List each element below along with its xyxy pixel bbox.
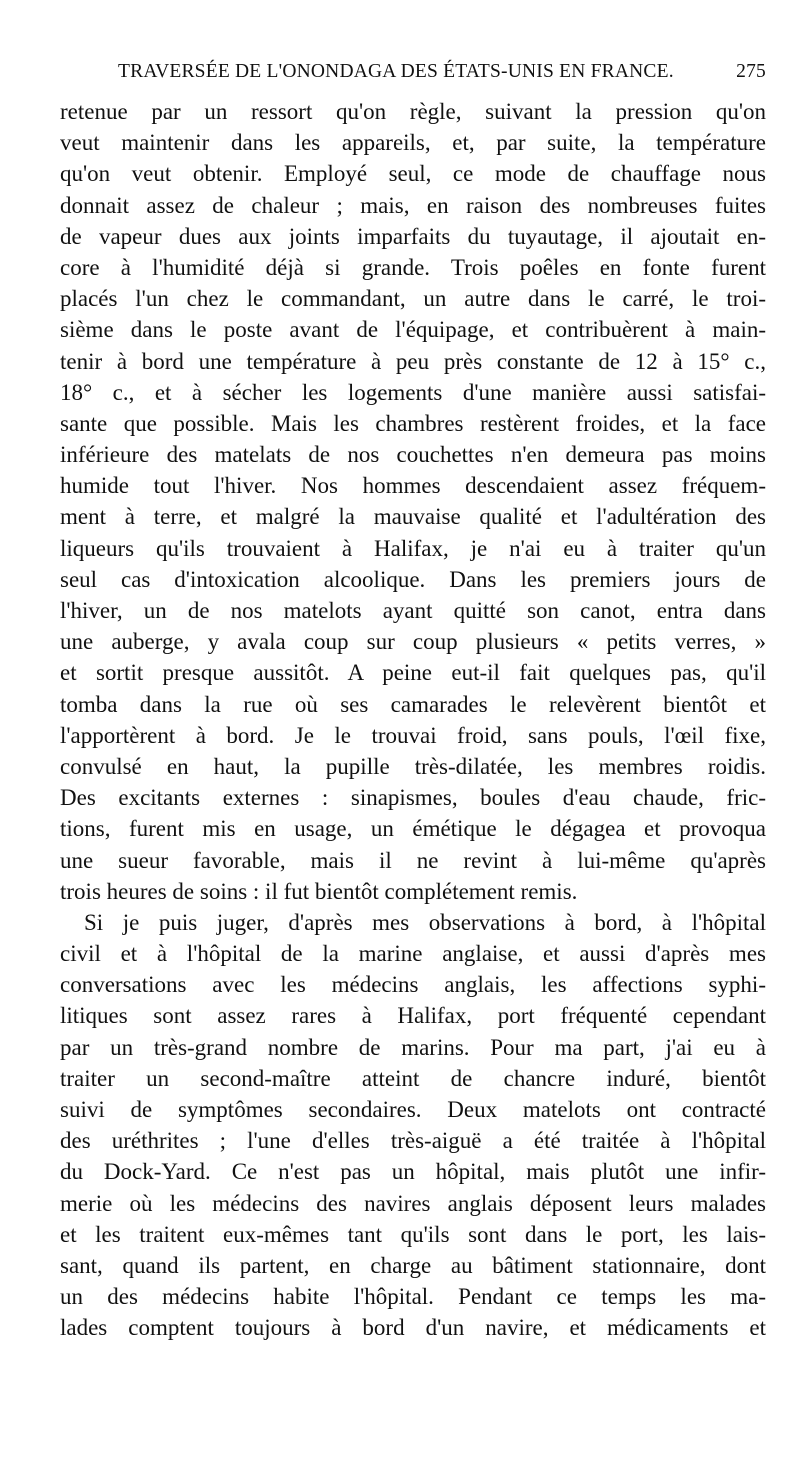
text-line: une sueur favorable, mais il ne revint à lui-même qu'après <box>60 847 766 873</box>
text-line: merie où les médecins des navires anglais déposent leurs malades <box>60 1190 766 1216</box>
text-line: humide tout l'hiver. Nos hommes descendaient assez fréquem- <box>60 473 766 499</box>
text-line: Des excitants externes : sinapismes, boules d'eau chaude, fric- <box>60 785 766 811</box>
text-line: l'apportèrent à bord. Je le trouvai froid, sans pouls, l'œil fixe, <box>60 722 766 748</box>
page-number: 275 <box>736 61 766 82</box>
text-line: suivi de symptômes secondaires. Deux matelots ont contracté <box>60 1097 766 1122</box>
text-line: veut maintenir dans les appareils, et, par suite, la température <box>60 130 766 156</box>
text-line: litiques sont assez rares à Halifax, port fréquenté cependant <box>60 1003 766 1029</box>
text-line: inférieure des matelats de nos couchettes n'en demeura pas moins <box>60 442 766 468</box>
text-line: ment à terre, et malgré la mauvaise qualité et l'adultération des <box>60 504 766 530</box>
text-line: tions, furent mis en usage, un émétique le dégagea et provoqua <box>60 816 766 842</box>
text-line: core à l'humidité déjà si grande. Trois poêles en fonte furent <box>60 254 766 280</box>
running-title: TRAVERSÉE DE L'ONONDAGA DES ÉTATS-UNIS EN FRANCE. <box>118 61 674 82</box>
text-line: sant, quand ils partent, en charge au bâtiment stationnaire, dont <box>60 1252 766 1278</box>
text-line: civil et à l'hôpital de la marine anglaise, et aussi d'après mes <box>60 941 766 967</box>
text-line: retenue par un ressort qu'on règle, suivant la pression qu'on <box>60 99 766 124</box>
text-line: un des médecins habite l'hôpital. Pendant ce temps les ma- <box>60 1284 766 1310</box>
text-line: par un très-grand nombre de marins. Pour ma part, j'ai eu à <box>60 1034 766 1060</box>
text-line: lades comptent toujours à bord d'un navire, et médicaments et <box>60 1315 766 1341</box>
text-line: 18° c., et à sécher les logements d'une manière aussi satisfai- <box>60 379 766 405</box>
text-line: qu'on veut obtenir. Employé seul, ce mode de chauffage nous <box>60 161 766 187</box>
text-line: convulsé en haut, la pupille très-dilatée, les membres roidis. <box>60 753 766 779</box>
text-line: liqueurs qu'ils trouvaient à Halifax, je n'ai eu à traiter qu'un <box>60 535 766 561</box>
text-line: sième dans le poste avant de l'équipage, et contribuèrent à main- <box>60 317 766 343</box>
text-line: traiter un second-maître atteint de chancre induré, bientôt <box>60 1065 766 1091</box>
text-line: tenir à bord une température à peu près constante de 12 à 15° c., <box>60 348 766 374</box>
text-line: tomba dans la rue où ses camarades le relevèrent bientôt et <box>60 691 766 717</box>
text-line: une auberge, y avala coup sur coup plusieurs « petits verres, » <box>60 629 766 655</box>
paragraph-end-line: trois heures de soins : il fut bientôt complétement remis. <box>60 878 578 904</box>
text-line: conversations avec les médecins anglais, les affections syphi- <box>60 972 766 998</box>
text-line: l'hiver, un de nos matelots ayant quitté son canot, entra dans <box>60 598 766 623</box>
text-line: donnait assez de chaleur ; mais, en raison des nombreuses fuites <box>60 192 766 218</box>
text-line: et les traitent eux-mêmes tant qu'ils sont dans le port, les lais- <box>60 1221 766 1247</box>
text-line: placés l'un chez le commandant, un autre dans le carré, le troi- <box>60 286 766 312</box>
text-line: du Dock-Yard. Ce n'est pas un hôpital, mais plutôt une infir- <box>60 1159 766 1185</box>
page-header <box>118 61 766 91</box>
text-line: des uréthrites ; l'une d'elles très-aiguë a été traitée à l'hôpital <box>60 1128 766 1154</box>
text-line: et sortit presque aussitôt. A peine eut-il fait quelques pas, qu'il <box>60 660 766 686</box>
body-text <box>60 96 766 1344</box>
text-line: seul cas d'intoxication alcoolique. Dans les premiers jours de <box>60 566 766 592</box>
text-line: sante que possible. Mais les chambres restèrent froides, et la face <box>60 410 766 436</box>
text-line: de vapeur dues aux joints imparfaits du tuyautage, il ajoutait en- <box>60 223 766 249</box>
paragraph-start-line: Si je puis juger, d'après mes observations à bord, à l'hôpital <box>84 909 766 935</box>
